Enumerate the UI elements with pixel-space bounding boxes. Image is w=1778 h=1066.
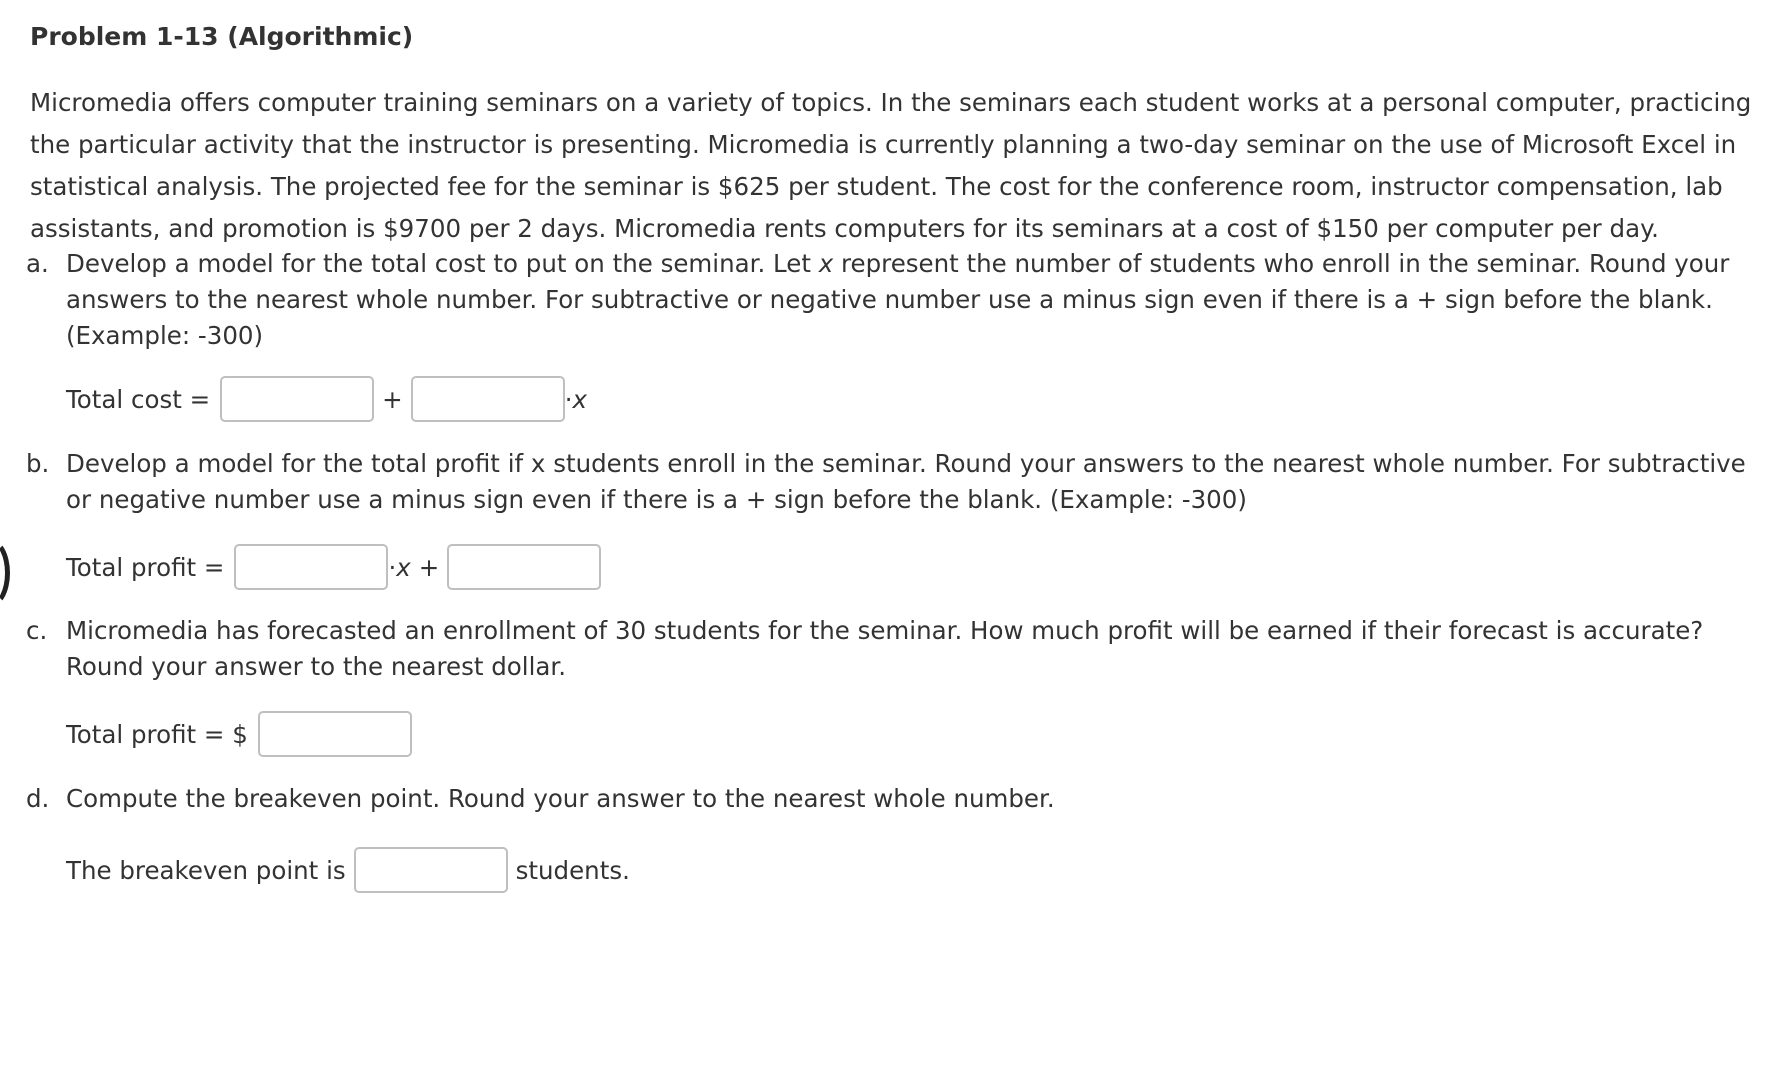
part-b-answer-row [66,544,601,590]
part-d-question: Compute the breakeven point. Round your answer to the nearest whole number. [66,784,1055,813]
part-b-question: Develop a model for the total profit if x students enroll in the seminar. Round your answers to the nearest whole number. For subtractive or negative number use a minus sign even if there is a + sign before the blank. (Example: -300) [66,449,1746,514]
part-c-letter: c. [26,616,48,645]
part-c-question: Micromedia has forecasted an enrollment of 30 students for the seminar. How much profit will be earned if their forecast is accurate? Round your answer to the nearest dollar. [66,616,1704,681]
problem-intro: Micromedia offers computer training seminars on a variety of topics. In the seminars each student works at a personal computer, practicing the particular activity that the instructor is presenting. Micromedia is currently planning a two-day seminar on the use of Microsoft Excel in statistical analysis. The projected fee for the seminar is $625 per student. The cost for the conference room, instructor compensation, lab assistants, and promotion is $9700 per 2 days. Micromedia rents computers for its seminars at a cost of $150 per computer per day. [30,88,1752,243]
x-variable: x [572,384,587,414]
total-profit-constant-input[interactable] [447,544,601,590]
part-a-question [66,246,1766,354]
part-c-answer-row [66,711,412,757]
part-a-answer-row [66,376,587,422]
total-profit-value-input[interactable] [258,711,412,757]
x-variable: x [396,552,411,582]
total-profit-coefficient-input[interactable] [234,544,388,590]
breakeven-input[interactable] [354,847,508,893]
plus-sign: + [418,552,440,582]
breakeven-label: The breakeven point is [66,855,346,885]
part-d-letter: d. [26,784,50,813]
part-b-letter: b. [26,449,50,478]
part-d-answer-row [66,847,630,893]
total-cost-label: Total cost = [66,384,211,414]
plus-sign: + [382,384,403,414]
multiply-dot: · [564,384,573,414]
part-a-text-2: represent the number of students who enroll in the seminar. Round your answers to the nearest whole number. For subtractive or negative number use a minus sign even if there is a + sign before the blank. (Example: -300) [66,249,1730,350]
part-a-letter: a. [26,249,49,278]
total-cost-variable-input[interactable] [411,376,565,422]
multiply-dot: · [388,552,397,582]
partial-circle-mark [0,538,10,608]
part-a-x-var: x [818,249,834,278]
problem-title: Problem 1-13 (Algorithmic) [30,22,414,51]
part-a-text-1: Develop a model for the total cost to put on the seminar. Let [66,249,819,278]
breakeven-suffix: students. [515,855,630,885]
total-profit-label: Total profit = [66,552,225,582]
total-cost-fixed-input[interactable] [220,376,374,422]
total-profit-dollar-label: Total profit = $ [66,719,248,749]
